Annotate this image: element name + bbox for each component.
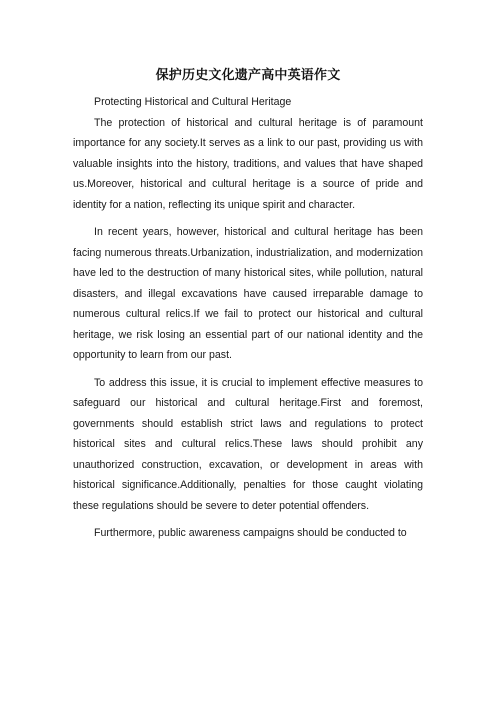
essay-subtitle: Protecting Historical and Cultural Heritage: [94, 96, 292, 108]
paragraph-2: In recent years, however, historical and cultural heritage has been facing numerous threats.Urbanization, industrialization, and modernization have led to the destruction of many historical sites, while pollution, natural disasters, and illegal excavations have caused irreparable damage to numerous cultural relics.If we fail to protect our historical and cultural heritage, we risk losing an essential part of our national identity and the opportunity to learn from our past.: [73, 226, 423, 361]
document-title: 保护历史文化遗产高中英语作文: [155, 68, 341, 83]
paragraph-3: To address this issue, it is crucial to implement effective measures to safeguard our historical and cultural heritage.First and foremost, governments should establish strict laws and regulations to protect historical sites and cultural relics.These laws should prohibit any unauthorized construction, excavation, or development in areas with historical significance.Additionally, penalties for those caught violating these regulations should be severe to deter potential offenders.: [73, 376, 423, 512]
paragraph-1: The protection of historical and cultural heritage is of paramount importance for any society.It serves as a link to our past, providing us with valuable insights into the history, traditions, and values that have shaped us.Moreover, historical and cultural heritage is a source of pride and identity for a nation, reflecting its unique spirit and character.: [73, 116, 423, 211]
document-body: [73, 92, 423, 544]
paragraph-4: Furthermore, public awareness campaigns should be conducted to: [94, 527, 407, 539]
